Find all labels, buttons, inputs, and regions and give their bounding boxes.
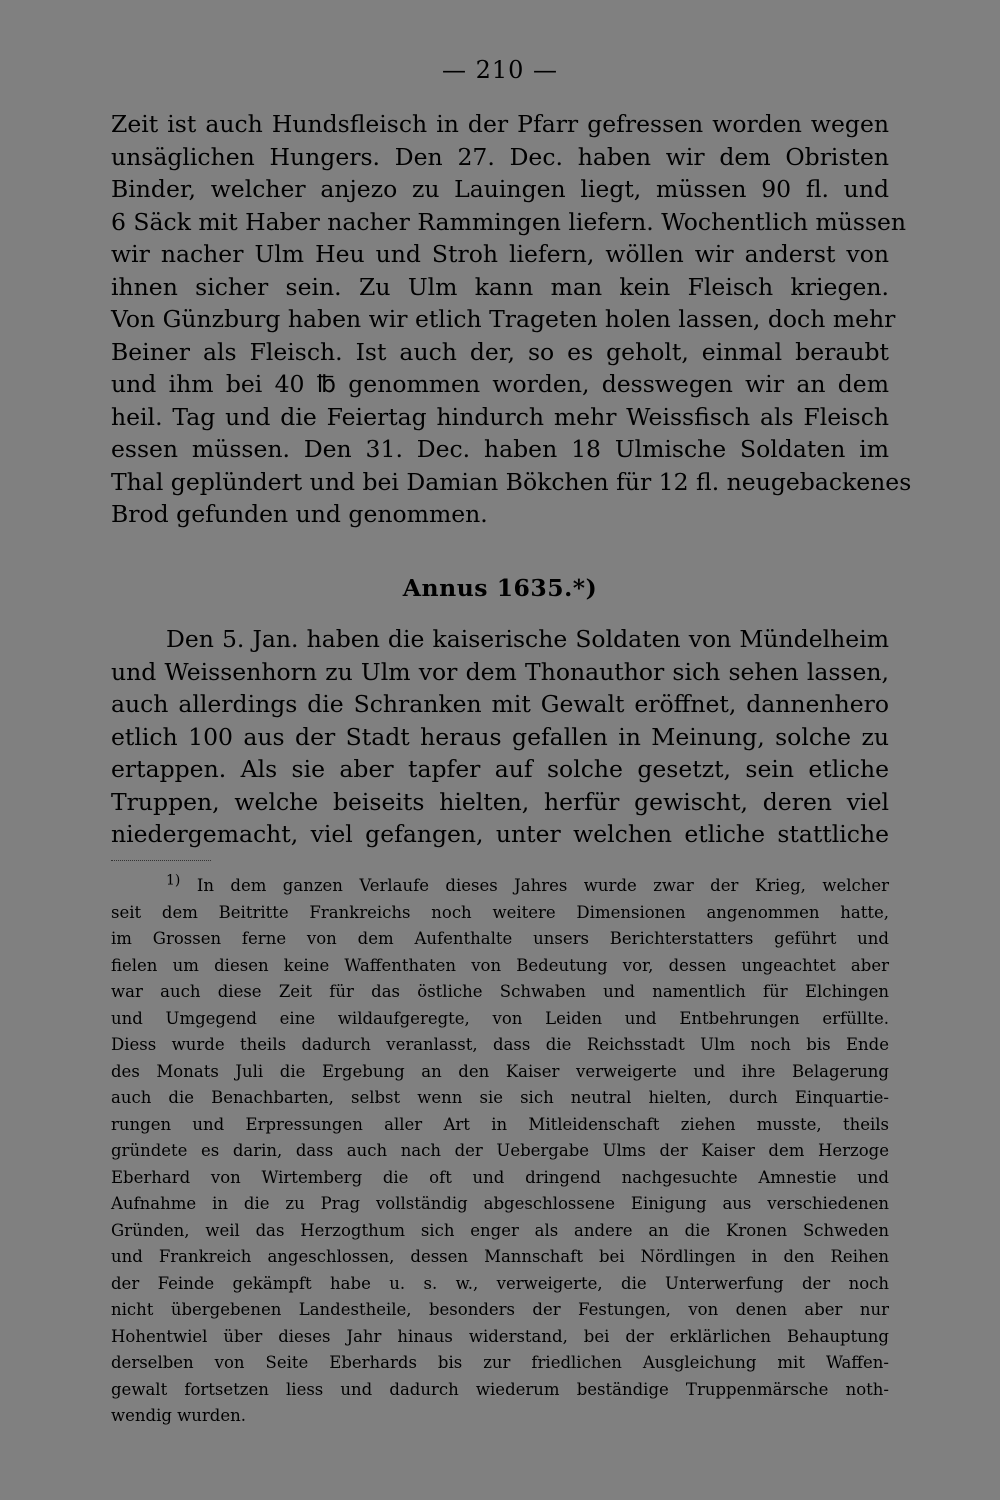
footnote-line: Gründen, weil das Herzogthum sich enger als andere an die Kronen Schweden	[111, 1220, 889, 1240]
footnote-line: Eberhard von Wirtemberg die oft und dringend nachgesuchte Amnestie und	[111, 1167, 889, 1187]
text-line: niedergemacht, viel gefangen, unter welchen etliche stattliche	[111, 820, 889, 848]
text-line: 6 Säck mit Haber nacher Rammingen liefern. Wochentlich müssen	[111, 207, 907, 236]
footnote-line: seit dem Beitritte Frankreichs noch weitere Dimensionen angenommen hatte,	[111, 902, 889, 922]
text-line: Thal geplündert und bei Damian Bökchen für 12 fl. neugebackenes	[111, 467, 912, 496]
section-paragraph	[111, 623, 889, 851]
footnote-line	[111, 873, 889, 900]
footnote-text: In dem ganzen Verlaufe dieses Jahres wurde zwar der Krieg, welcher	[196, 876, 889, 895]
footnote-line: und Umgegend eine wildaufgeregte, von Leiden und Entbehrungen erfüllte.	[111, 1008, 889, 1028]
section-heading: Annus 1635.*)	[402, 574, 598, 602]
footnote-marker: 1)	[166, 872, 181, 889]
text-line: unsäglichen Hungers. Den 27. Dec. haben wir dem Obristen	[111, 142, 889, 171]
text-line: etlich 100 aus der Stadt heraus gefallen in Meinung, solche zu	[111, 722, 889, 751]
footnote-line: gewalt fortsetzen liess und dadurch wiederum beständige Truppenmärsche noth-	[111, 1379, 889, 1399]
text-line: Von Günzburg haben wir etlich Trageten holen lassen, doch mehr	[111, 305, 896, 333]
footnote-line: gründete es darin, dass auch nach der Uebergabe Ulms der Kaiser dem Herzoge	[111, 1141, 889, 1160]
page-number: — 210 —	[441, 56, 559, 84]
footnote-line: des Monats Juli die Ergebung an den Kaiser verweigerte und ihre Belagerung	[111, 1061, 889, 1081]
text-line: Binder, welcher anjezo zu Lauingen liegt, müssen 90 fl. und	[111, 175, 889, 203]
text-line: Den 5. Jan. haben die kaiserische Soldaten von Mündelheim	[166, 625, 889, 653]
footnote-line: Aufnahme in die zu Prag vollständig abgeschlossene Einigung aus verschiedenen	[111, 1194, 889, 1213]
footnote-line: derselben von Seite Eberhards bis zur friedlichen Ausgleichung mit Waffen-	[111, 1353, 889, 1372]
footnote-line: im Grossen ferne von dem Aufenthalte unsers Berichterstatters geführt und	[111, 929, 889, 948]
text-line: ihnen sicher sein. Zu Ulm kann man kein Fleisch kriegen.	[111, 272, 889, 301]
text-line: Brod gefunden und genommen.	[111, 500, 488, 528]
text-line: essen müssen. Den 31. Dec. haben 18 Ulmische Soldaten im	[111, 435, 889, 463]
footnote-line: war auch diese Zeit für das östliche Schwaben und namentlich für Elchingen	[111, 982, 889, 1001]
text-line: Truppen, welche beiseits hielten, herfür gewischt, deren viel	[111, 787, 889, 816]
footnote-line: rungen und Erpressungen aller Art in Mitleidenschaft ziehen musste, theils	[111, 1114, 889, 1134]
footnote-line: Hohentwiel über dieses Jahr hinaus widerstand, bei der erklärlichen Behauptung	[111, 1326, 889, 1346]
text-line: und Weissenhorn zu Ulm vor dem Thonauthor sich sehen lassen,	[111, 657, 889, 686]
footnote-separator	[111, 860, 211, 861]
footnote-line: nicht übergebenen Landestheile, besonders der Festungen, von denen aber nur	[111, 1300, 889, 1319]
text-line: wir nacher Ulm Heu und Stroh liefern, wöllen wir anderst von	[111, 240, 889, 268]
footnote-line: und Frankreich angeschlossen, dessen Mannschaft bei Nördlingen in den Reihen	[111, 1247, 889, 1266]
text-line: Zeit ist auch Hundsfleisch in der Pfarr gefressen worden wegen	[111, 110, 889, 138]
footnote-line: der Feinde gekämpft habe u. s. w., verweigerte, die Unterwerfung der noch	[111, 1273, 889, 1293]
footnote	[111, 873, 889, 1430]
text-line: Beiner als Fleisch. Ist auch der, so es geholt, einmal beraubt	[111, 337, 889, 366]
text-line: auch allerdings die Schranken mit Gewalt eröffnet, dannenhero	[111, 690, 889, 718]
text-line: heil. Tag und die Feiertag hindurch mehr Weissfisch als Fleisch	[111, 402, 889, 431]
main-paragraph	[111, 108, 912, 531]
footnote-line: wendig wurden.	[111, 1406, 246, 1425]
text-line: und ihm bei 40 ℔ genommen worden, desswegen wir an dem	[111, 370, 889, 398]
text-line: ertappen. Als sie aber tapfer auf solche gesetzt, sein etliche	[111, 755, 889, 783]
footnote-line: Diess wurde theils dadurch veranlasst, dass die Reichsstadt Ulm noch bis Ende	[111, 1035, 889, 1054]
footnote-line: fielen um diesen keine Waffenthaten von Bedeutung vor, dessen ungeachtet aber	[111, 955, 889, 975]
footnote-line: auch die Benachbarten, selbst wenn sie sich neutral hielten, durch Einquartie-	[111, 1088, 889, 1107]
